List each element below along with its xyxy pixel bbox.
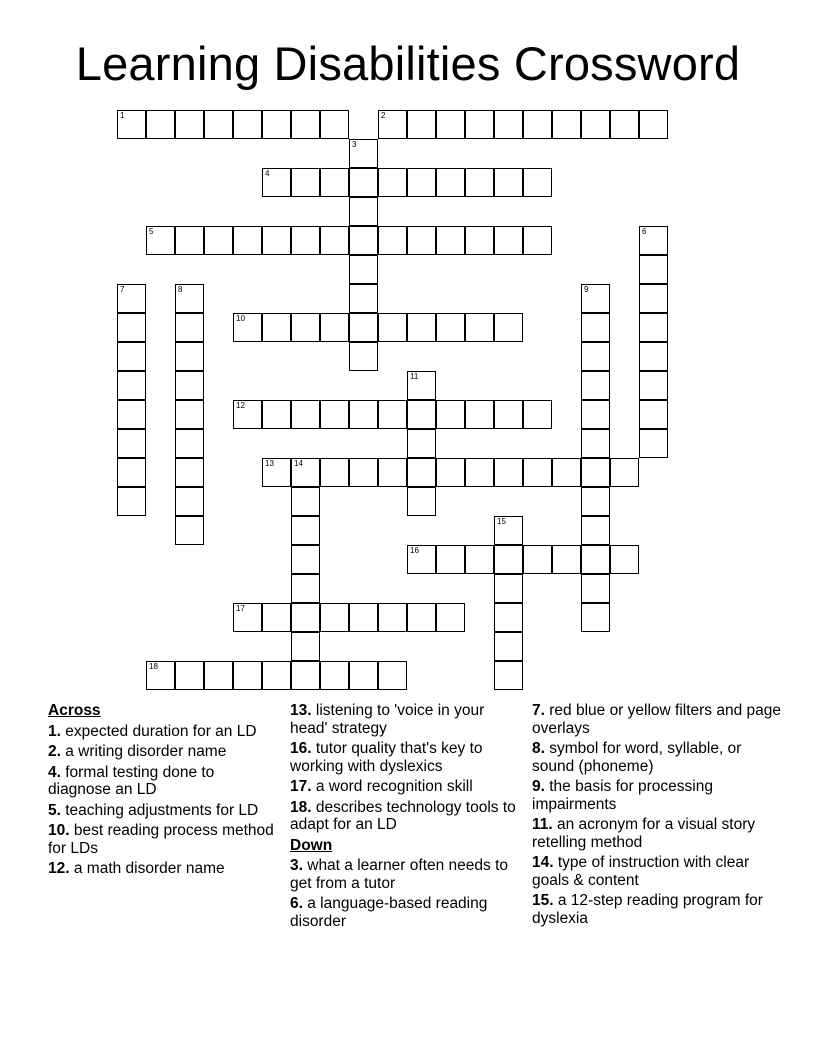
clue-heading-down: Down [290, 836, 333, 854]
clue-item-text: a language-based reading disorder [290, 895, 488, 930]
clue-item [290, 702, 520, 737]
crossword-cell[interactable] [407, 226, 436, 255]
clue-item [532, 892, 782, 927]
crossword-cell[interactable] [117, 487, 146, 516]
crossword-cell[interactable] [204, 661, 233, 690]
clue-number: 9 [584, 285, 589, 294]
crossword-cell[interactable] [175, 661, 204, 690]
crossword-cell[interactable] [494, 661, 523, 690]
crossword-cell[interactable] [407, 458, 436, 487]
crossword-cell[interactable] [407, 400, 436, 429]
crossword-cell[interactable] [378, 458, 407, 487]
crossword-cell[interactable] [320, 168, 349, 197]
clue-item-number: 1. [48, 722, 61, 740]
crossword-cell[interactable] [581, 313, 610, 342]
crossword-cell[interactable] [610, 110, 639, 139]
crossword-cell[interactable] [610, 545, 639, 574]
clue-number: 6 [642, 227, 647, 236]
crossword-cell[interactable] [233, 661, 262, 690]
crossword-cell[interactable] [291, 545, 320, 574]
crossword-cell[interactable] [494, 545, 523, 574]
crossword-cell[interactable] [494, 516, 523, 545]
crossword-cell[interactable] [523, 226, 552, 255]
clue-item [532, 778, 782, 813]
clue-item-number: 14. [532, 854, 554, 871]
clue-item [290, 799, 520, 834]
crossword-cell[interactable] [349, 255, 378, 284]
crossword-cell[interactable] [494, 632, 523, 661]
clue-item [290, 895, 520, 930]
crossword-cell[interactable] [378, 168, 407, 197]
clue-item-number: 9. [532, 778, 545, 795]
crossword-cell[interactable] [262, 168, 291, 197]
crossword-cell[interactable] [117, 371, 146, 400]
crossword-cell[interactable] [349, 458, 378, 487]
crossword-cell[interactable] [639, 400, 668, 429]
crossword-cell[interactable] [233, 400, 262, 429]
clue-item-number: 4. [48, 763, 61, 781]
crossword-cell[interactable] [639, 110, 668, 139]
crossword-cell[interactable] [233, 110, 262, 139]
crossword-cell[interactable] [378, 661, 407, 690]
crossword-cell[interactable] [291, 400, 320, 429]
clue-item-text: formal testing done to diagnose an LD [48, 763, 215, 798]
crossword-cell[interactable] [291, 574, 320, 603]
crossword-cell[interactable] [523, 458, 552, 487]
clue-item [48, 723, 278, 741]
crossword-cell[interactable] [175, 458, 204, 487]
clue-column-1 [48, 702, 278, 881]
clue-number: 1 [120, 111, 125, 120]
crossword-cell[interactable] [581, 400, 610, 429]
crossword-cell[interactable] [436, 226, 465, 255]
crossword-cell[interactable] [465, 168, 494, 197]
crossword-cell[interactable] [291, 661, 320, 690]
clue-item-text: what a learner often needs to get from a tutor [290, 857, 509, 892]
crossword-cell[interactable] [349, 400, 378, 429]
crossword-cell[interactable] [349, 139, 378, 168]
clue-item-number: 5. [48, 801, 61, 819]
clue-number: 14 [294, 459, 303, 468]
crossword-cell[interactable] [320, 226, 349, 255]
crossword-cell[interactable] [639, 342, 668, 371]
crossword-cell[interactable] [117, 400, 146, 429]
clue-item-text: red blue or yellow filters and page overlays [532, 702, 782, 737]
crossword-cell[interactable] [204, 226, 233, 255]
clue-item-number: 15. [532, 892, 554, 909]
clue-item-text: symbol for word, syllable, or sound (phoneme) [532, 740, 742, 775]
clue-number: 3 [352, 140, 357, 149]
crossword-cell[interactable] [262, 603, 291, 632]
crossword-cell[interactable] [320, 110, 349, 139]
crossword-cell[interactable] [117, 110, 146, 139]
clue-item-number: 3. [290, 857, 303, 874]
clue-item-text: listening to 'voice in your head' strategy [290, 702, 485, 737]
clue-item-text: a math disorder name [69, 860, 225, 877]
crossword-cell[interactable] [378, 400, 407, 429]
crossword-cell[interactable] [639, 429, 668, 458]
crossword-cell[interactable] [581, 342, 610, 371]
crossword-cell[interactable] [581, 516, 610, 545]
crossword-cell[interactable] [146, 110, 175, 139]
crossword-cell[interactable] [117, 458, 146, 487]
crossword-cell[interactable] [349, 284, 378, 313]
clue-number: 7 [120, 285, 125, 294]
crossword-cell[interactable] [262, 661, 291, 690]
clue-item-number: 6. [290, 895, 303, 912]
crossword-cell[interactable] [146, 661, 175, 690]
crossword-cell[interactable] [291, 110, 320, 139]
clue-item [48, 822, 278, 857]
crossword-cell[interactable] [494, 603, 523, 632]
crossword-cell[interactable] [320, 458, 349, 487]
crossword-cell[interactable] [407, 487, 436, 516]
crossword-cell[interactable] [436, 168, 465, 197]
clue-item-text: expected duration for an LD [60, 722, 257, 740]
clue-number: 11 [410, 372, 419, 381]
crossword-cell[interactable] [320, 400, 349, 429]
clue-item [532, 816, 782, 851]
clue-item-text: best reading process method for LDs [48, 822, 274, 857]
clue-number: 2 [381, 111, 386, 120]
clue-number: 8 [178, 285, 183, 294]
crossword-cell[interactable] [581, 574, 610, 603]
crossword-cell[interactable] [175, 516, 204, 545]
clue-column-2 [290, 702, 520, 933]
crossword-cell[interactable] [378, 313, 407, 342]
crossword-cell[interactable] [262, 400, 291, 429]
crossword-cell[interactable] [465, 226, 494, 255]
crossword-cell[interactable] [117, 313, 146, 342]
crossword-cell[interactable] [436, 545, 465, 574]
crossword-cell[interactable] [175, 371, 204, 400]
crossword-cell[interactable] [581, 371, 610, 400]
crossword-cell[interactable] [552, 458, 581, 487]
crossword-cell[interactable] [523, 110, 552, 139]
crossword-cell[interactable] [291, 632, 320, 661]
clue-number: 16 [410, 546, 419, 555]
crossword-cell[interactable] [175, 487, 204, 516]
clue-item [532, 740, 782, 775]
crossword-cell[interactable] [175, 110, 204, 139]
clue-number: 10 [236, 314, 245, 323]
crossword-cell[interactable] [523, 168, 552, 197]
crossword-cell[interactable] [581, 545, 610, 574]
clue-number: 12 [236, 401, 245, 410]
crossword-cell[interactable] [407, 603, 436, 632]
clue-item-number: 16. [290, 740, 312, 757]
crossword-cell[interactable] [233, 313, 262, 342]
crossword-cell[interactable] [349, 226, 378, 255]
clue-number: 15 [497, 517, 506, 526]
crossword-cell[interactable] [291, 603, 320, 632]
clue-number: 18 [149, 662, 158, 671]
crossword-cell[interactable] [494, 400, 523, 429]
clue-item [48, 802, 278, 820]
crossword-cell[interactable] [523, 400, 552, 429]
clue-item-text: type of instruction with clear goals & content [532, 854, 750, 889]
crossword-cell[interactable] [378, 603, 407, 632]
crossword-cell[interactable] [552, 110, 581, 139]
crossword-cell[interactable] [465, 458, 494, 487]
crossword-cell[interactable] [465, 545, 494, 574]
clue-column-3 [532, 702, 782, 930]
crossword-cell[interactable] [407, 110, 436, 139]
crossword-cell[interactable] [291, 487, 320, 516]
crossword-cell[interactable] [494, 574, 523, 603]
crossword-cell[interactable] [581, 110, 610, 139]
clue-item-text: teaching adjustments for LD [60, 801, 259, 819]
crossword-cell[interactable] [639, 255, 668, 284]
crossword-cell[interactable] [117, 429, 146, 458]
crossword-cell[interactable] [175, 284, 204, 313]
page-title: Learning Disabilities Crossword [75, 37, 741, 90]
clue-number: 13 [265, 459, 274, 468]
crossword-cell[interactable] [349, 168, 378, 197]
crossword-cell[interactable] [262, 458, 291, 487]
crossword-cell[interactable] [175, 226, 204, 255]
crossword-cell[interactable] [436, 110, 465, 139]
clue-item [290, 778, 520, 796]
clue-item-number: 12. [48, 860, 70, 877]
crossword-cell[interactable] [639, 371, 668, 400]
crossword-cell[interactable] [291, 313, 320, 342]
clue-item-number: 13. [290, 702, 312, 719]
crossword-cell[interactable] [436, 400, 465, 429]
crossword-cell[interactable] [349, 197, 378, 226]
crossword-cell[interactable] [407, 545, 436, 574]
clue-item [532, 854, 782, 889]
crossword-cell[interactable] [610, 458, 639, 487]
crossword-cell[interactable] [175, 400, 204, 429]
clue-item [290, 740, 520, 775]
crossword-cell[interactable] [320, 603, 349, 632]
clue-number: 17 [236, 604, 245, 613]
crossword-cell[interactable] [233, 603, 262, 632]
crossword-cell[interactable] [639, 313, 668, 342]
crossword-cell[interactable] [291, 516, 320, 545]
crossword-cell[interactable] [117, 284, 146, 313]
crossword-cell[interactable] [320, 313, 349, 342]
crossword-cell[interactable] [349, 313, 378, 342]
crossword-cell[interactable] [378, 110, 407, 139]
crossword-cell[interactable] [581, 284, 610, 313]
crossword-cell[interactable] [407, 371, 436, 400]
clue-item-number: 10. [48, 822, 70, 839]
crossword-cell[interactable] [204, 110, 233, 139]
crossword-cell[interactable] [465, 313, 494, 342]
clue-heading-across: Across [48, 702, 101, 719]
clue-item [48, 860, 278, 878]
crossword-cell[interactable] [494, 110, 523, 139]
clue-item [48, 743, 278, 761]
clue-item [48, 764, 278, 799]
crossword-cell[interactable] [581, 458, 610, 487]
crossword-cell[interactable] [175, 342, 204, 371]
clue-item-text: a writing disorder name [60, 743, 227, 760]
crossword-cell[interactable] [349, 342, 378, 371]
crossword-cell[interactable] [407, 168, 436, 197]
crossword-cell[interactable] [494, 458, 523, 487]
crossword-cell[interactable] [175, 313, 204, 342]
clue-item-text: describes technology tools to adapt for an LD [290, 798, 516, 833]
crossword-cell[interactable] [407, 429, 436, 458]
clue-item-number: 17. [290, 778, 312, 795]
crossword-cell[interactable] [581, 603, 610, 632]
crossword-cell[interactable] [552, 545, 581, 574]
crossword-cell[interactable] [523, 545, 552, 574]
crossword-cell[interactable] [494, 226, 523, 255]
clue-item-number: 7. [532, 702, 545, 719]
clue-item-text: tutor quality that's key to working with dyslexics [290, 740, 483, 775]
clue-item-text: a 12-step reading program for dyslexia [532, 892, 763, 927]
crossword-cell[interactable] [262, 110, 291, 139]
clue-item-number: 8. [532, 740, 545, 757]
crossword-cell[interactable] [639, 226, 668, 255]
crossword-cell[interactable] [581, 487, 610, 516]
crossword-cell[interactable] [378, 226, 407, 255]
clue-item-number: 2. [48, 743, 61, 760]
crossword-cell[interactable] [436, 458, 465, 487]
crossword-cell[interactable] [436, 603, 465, 632]
crossword-cell[interactable] [262, 313, 291, 342]
crossword-cell[interactable] [349, 661, 378, 690]
crossword-cell[interactable] [117, 342, 146, 371]
crossword-cell[interactable] [320, 661, 349, 690]
crossword-cell[interactable] [407, 313, 436, 342]
crossword-cell[interactable] [175, 429, 204, 458]
clue-item-number: 11. [532, 816, 553, 833]
clue-item-text: an acronym for a visual story retelling method [532, 816, 756, 851]
crossword-cell[interactable] [291, 226, 320, 255]
crossword-cell[interactable] [436, 313, 465, 342]
clue-number: 4 [265, 169, 270, 178]
clue-item-number: 18. [290, 798, 312, 816]
crossword-cell[interactable] [494, 168, 523, 197]
crossword-cell[interactable] [146, 226, 175, 255]
crossword-cell[interactable] [465, 400, 494, 429]
crossword-cell[interactable] [465, 110, 494, 139]
crossword-cell[interactable] [233, 226, 262, 255]
clue-item-text: a word recognition skill [311, 778, 473, 795]
crossword-cell[interactable] [291, 168, 320, 197]
clue-item-text: the basis for processing impairments [532, 778, 713, 813]
clue-number: 5 [149, 227, 154, 236]
clue-item [290, 857, 520, 892]
crossword-cell[interactable] [291, 458, 320, 487]
crossword-cell[interactable] [262, 226, 291, 255]
crossword-cell[interactable] [639, 284, 668, 313]
crossword-cell[interactable] [349, 603, 378, 632]
crossword-cell[interactable] [494, 313, 523, 342]
crossword-cell[interactable] [581, 429, 610, 458]
clue-item [532, 702, 782, 737]
